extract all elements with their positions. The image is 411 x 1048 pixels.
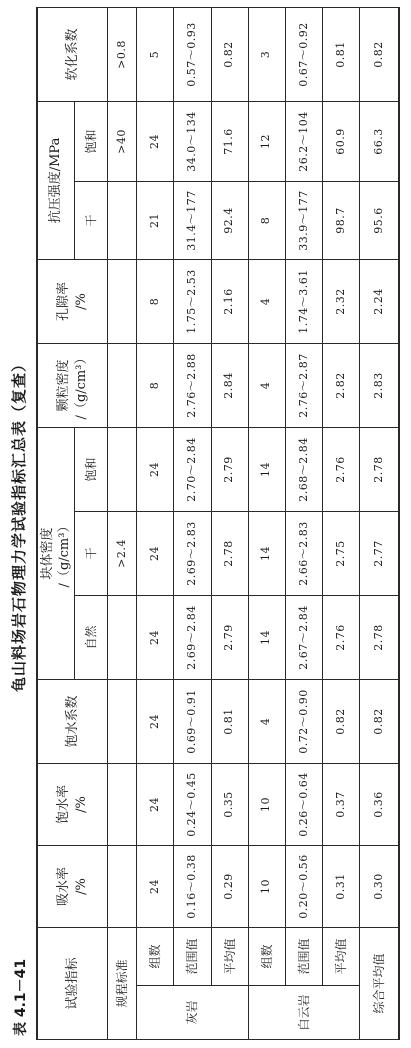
table-cell: 24 bbox=[137, 845, 174, 927]
table-cell: 2.78 bbox=[360, 427, 399, 511]
standard-comp-saturated: >40 bbox=[108, 101, 137, 181]
table-cell: 12 bbox=[248, 101, 285, 181]
table-cell: 33.9～177 bbox=[285, 181, 322, 259]
group-dolomite: 白云岩 bbox=[248, 986, 359, 1040]
table-cell: 2.70～2.84 bbox=[174, 427, 211, 511]
row-label: 平均值 bbox=[323, 927, 360, 985]
overall-label: 综合平均值 bbox=[360, 927, 399, 1039]
table-cell: 60.9 bbox=[323, 101, 360, 181]
table-cell: 0.35 bbox=[211, 763, 248, 845]
table-cell: 2.83 bbox=[360, 343, 399, 427]
table-cell bbox=[108, 763, 137, 845]
standard-row bbox=[108, 7, 137, 1039]
table-cell: 24 bbox=[137, 101, 174, 181]
summary-table bbox=[36, 7, 400, 1040]
table-cell: 2.66～2.83 bbox=[285, 511, 322, 595]
table-cell: 2.69～2.83 bbox=[174, 511, 211, 595]
table-cell bbox=[108, 181, 137, 259]
table-cell: 34.0～134 bbox=[174, 101, 211, 181]
table-cell: 2.78 bbox=[211, 511, 248, 595]
table-row bbox=[137, 7, 174, 1039]
header-bulk-dry: 干 bbox=[75, 511, 108, 595]
table-cell: 2.68～2.84 bbox=[285, 427, 322, 511]
table-cell: 2.79 bbox=[211, 427, 248, 511]
table-cell: 2.82 bbox=[323, 343, 360, 427]
table-cell: 95.6 bbox=[360, 181, 399, 259]
group-limestone: 灰岩 bbox=[137, 986, 248, 1040]
header-row-1 bbox=[37, 7, 75, 1039]
table-cell: 24 bbox=[137, 511, 174, 595]
table-cell bbox=[108, 595, 137, 679]
table-cell: 0.81 bbox=[211, 679, 248, 763]
table-cell: 4 bbox=[248, 679, 285, 763]
table-cell: 2.16 bbox=[211, 259, 248, 343]
table-cell: 10 bbox=[248, 845, 285, 927]
table-cell: 2.77 bbox=[360, 511, 399, 595]
table-cell: 0.82 bbox=[360, 7, 399, 101]
table-cell: 8 bbox=[248, 181, 285, 259]
row-label: 平均值 bbox=[211, 927, 248, 985]
table-cell: 2.78 bbox=[360, 595, 399, 679]
table-cell: 14 bbox=[248, 595, 285, 679]
standard-label: 规程标准 bbox=[108, 927, 137, 1039]
table-row bbox=[285, 7, 322, 1039]
header-particle-density: 颗粒密度 /（g/cm³） bbox=[37, 343, 108, 427]
row-label: 组数 bbox=[248, 927, 285, 985]
table-cell: 0.20～0.56 bbox=[285, 845, 322, 927]
table-cell: 2.67～2.84 bbox=[285, 595, 322, 679]
table-cell: 21 bbox=[137, 181, 174, 259]
table-cell: 0.82 bbox=[323, 679, 360, 763]
table-row bbox=[248, 7, 285, 1039]
header-saturation-rate: 饱水率 /% bbox=[37, 763, 108, 845]
table-cell: 8 bbox=[137, 343, 174, 427]
table-cell bbox=[108, 427, 137, 511]
table-cell: 24 bbox=[137, 595, 174, 679]
table-cell: 24 bbox=[137, 763, 174, 845]
table-cell: 0.24～0.45 bbox=[174, 763, 211, 845]
table-cell: 1.74～3.61 bbox=[285, 259, 322, 343]
table-cell: 26.2～104 bbox=[285, 101, 322, 181]
table-cell: 5 bbox=[137, 7, 174, 101]
table-row bbox=[323, 7, 360, 1039]
table-cell: 4 bbox=[248, 259, 285, 343]
header-indicator: 试验指标 bbox=[37, 927, 108, 1039]
table-cell: 0.16～0.38 bbox=[174, 845, 211, 927]
table-cell: 92.4 bbox=[211, 181, 248, 259]
header-porosity: 孔隙率 /% bbox=[37, 259, 108, 343]
header-comp-dry: 干 bbox=[75, 181, 108, 259]
table-row bbox=[211, 7, 248, 1039]
row-label: 组数 bbox=[137, 927, 174, 985]
row-label: 范围值 bbox=[285, 927, 322, 985]
table-cell: 2.76 bbox=[323, 427, 360, 511]
table-cell: 0.26～0.64 bbox=[285, 763, 322, 845]
header-compressive-strength: 抗压强度/MPa bbox=[37, 101, 75, 259]
table-cell bbox=[108, 679, 137, 763]
table-cell: 71.6 bbox=[211, 101, 248, 181]
table-cell: 0.36 bbox=[360, 763, 399, 845]
table-cell: 24 bbox=[137, 427, 174, 511]
row-label: 范围值 bbox=[174, 927, 211, 985]
standard-bulk-dry: >2.4 bbox=[108, 511, 137, 595]
header-comp-saturated: 饱和 bbox=[75, 101, 108, 181]
table-title: 龟山料场岩石物理力学试验指标汇总表（复查） bbox=[10, 356, 28, 693]
header-bulk-saturated: 饱和 bbox=[75, 427, 108, 511]
table-cell: 14 bbox=[248, 427, 285, 511]
header-bulk-natural: 自然 bbox=[75, 595, 108, 679]
header-softening: 软化系数 bbox=[37, 7, 108, 101]
table-cell: 8 bbox=[137, 259, 174, 343]
table-cell bbox=[108, 845, 137, 927]
table-cell: 31.4～177 bbox=[174, 181, 211, 259]
table-row bbox=[174, 7, 211, 1039]
table-cell bbox=[108, 259, 137, 343]
table-cell: 0.67～0.92 bbox=[285, 7, 322, 101]
table-cell: 2.69～2.84 bbox=[174, 595, 211, 679]
header-bulk-density: 块体密度 /（g/cm³） bbox=[37, 427, 75, 679]
table-cell: 0.31 bbox=[323, 845, 360, 927]
table-cell: 0.82 bbox=[211, 7, 248, 101]
table-cell: 2.84 bbox=[211, 343, 248, 427]
table-cell: 3 bbox=[248, 7, 285, 101]
table-cell: 4 bbox=[248, 343, 285, 427]
table-cell: 98.7 bbox=[323, 181, 360, 259]
table-cell: 0.37 bbox=[323, 763, 360, 845]
table-cell: 2.32 bbox=[323, 259, 360, 343]
table-cell: 0.81 bbox=[323, 7, 360, 101]
table-cell: 2.75 bbox=[323, 511, 360, 595]
overall-row bbox=[360, 7, 399, 1039]
table-cell: 0.57～0.93 bbox=[174, 7, 211, 101]
header-absorption: 吸水率 /% bbox=[37, 845, 108, 927]
table-cell: 2.76～2.88 bbox=[174, 343, 211, 427]
table-cell: 0.29 bbox=[211, 845, 248, 927]
table-label: 表 4.1－41 bbox=[13, 958, 29, 1036]
table-cell: 2.24 bbox=[360, 259, 399, 343]
table-cell: 2.79 bbox=[211, 595, 248, 679]
table-cell: 10 bbox=[248, 763, 285, 845]
table-cell: 1.75～2.53 bbox=[174, 259, 211, 343]
table-cell: 14 bbox=[248, 511, 285, 595]
standard-softening: >0.8 bbox=[108, 7, 137, 101]
table-cell: 0.69～0.91 bbox=[174, 679, 211, 763]
table-cell: 66.3 bbox=[360, 101, 399, 181]
table-cell: 0.82 bbox=[360, 679, 399, 763]
table-cell: 2.76 bbox=[323, 595, 360, 679]
header-saturation-coef: 饱水系数 bbox=[37, 679, 108, 763]
table-cell: 0.30 bbox=[360, 845, 399, 927]
table-cell: 2.76～2.87 bbox=[285, 343, 322, 427]
table-cell bbox=[108, 343, 137, 427]
table-cell: 24 bbox=[137, 679, 174, 763]
table-cell: 0.72～0.90 bbox=[285, 679, 322, 763]
